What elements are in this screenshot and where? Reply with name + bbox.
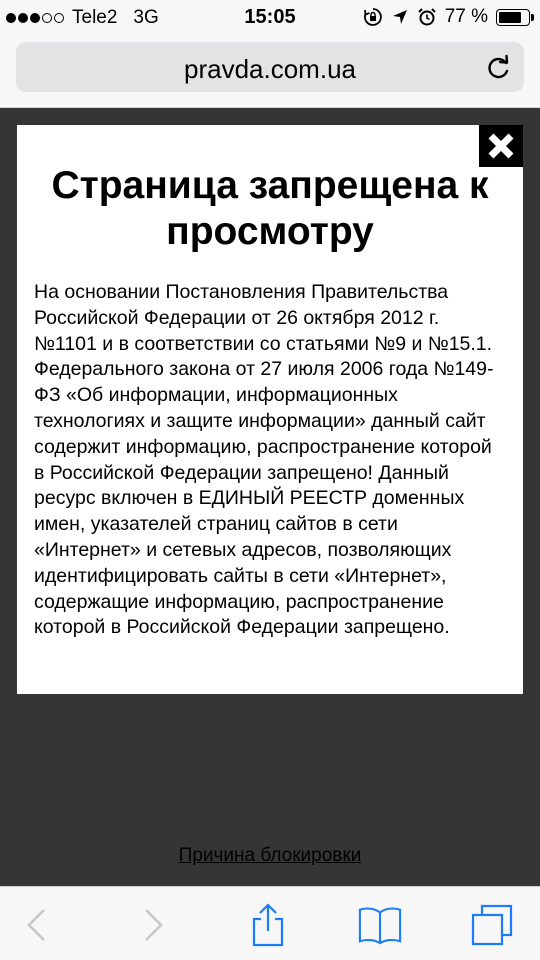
tabs-icon bbox=[470, 903, 514, 947]
location-icon bbox=[391, 8, 409, 26]
url-text[interactable]: pravda.com.ua bbox=[184, 54, 356, 84]
page-content bbox=[0, 108, 540, 886]
block-reason-link[interactable]: Причина блокировки bbox=[178, 845, 362, 866]
battery-icon bbox=[496, 9, 530, 26]
status-time: 15:05 bbox=[244, 6, 296, 28]
close-button[interactable] bbox=[479, 125, 523, 167]
status-right bbox=[363, 6, 530, 28]
modal-body-text: На основании Постановления Правительства Российской Федерации от 26 октября 2012 г. №1101 и в соответствии со статьями №9 и №15.1. Федерального закона от 27 июля 2006 года №149-ФЗ «Об информации, информационных технологиях и защите информации» данный сайт содержит информацию, распространение которой в Российской Федерации запрещено! Данный ресурс включен в ЕДИНЫЙ РЕЕСТР доменных имен, указателей страниц сайтов в сети «Интернет» и сетевых адресов, позволяющих идентифицировать сайты в сети «Интернет», содержащие информацию, распространение которой в Российской Федерации запрещено. bbox=[34, 281, 494, 639]
alarm-icon bbox=[417, 7, 437, 27]
status-bar bbox=[0, 0, 540, 36]
share-icon bbox=[250, 903, 286, 947]
close-icon bbox=[486, 131, 516, 161]
tabs-button[interactable] bbox=[470, 903, 514, 947]
bookmarks-button[interactable] bbox=[358, 903, 402, 947]
browser-address-area bbox=[0, 36, 540, 108]
browser-toolbar bbox=[0, 886, 540, 960]
forward-button[interactable] bbox=[132, 903, 176, 947]
rotation-lock-icon bbox=[363, 7, 383, 27]
signal-strength-icon bbox=[6, 13, 64, 23]
blocked-page-modal bbox=[17, 125, 523, 694]
reload-icon[interactable] bbox=[484, 54, 512, 82]
bookmarks-icon bbox=[358, 905, 402, 945]
network-type: 3G bbox=[133, 7, 159, 28]
back-button[interactable] bbox=[14, 903, 58, 947]
forward-chevron-icon bbox=[142, 907, 166, 943]
back-chevron-icon bbox=[24, 907, 48, 943]
status-left bbox=[6, 7, 159, 29]
modal-title: Страница запрещена к просмотру bbox=[51, 164, 489, 253]
address-bar[interactable] bbox=[16, 42, 524, 92]
share-button[interactable] bbox=[246, 903, 290, 947]
carrier-name: Tele2 bbox=[72, 7, 118, 28]
battery-percent: 77 % bbox=[444, 6, 488, 27]
